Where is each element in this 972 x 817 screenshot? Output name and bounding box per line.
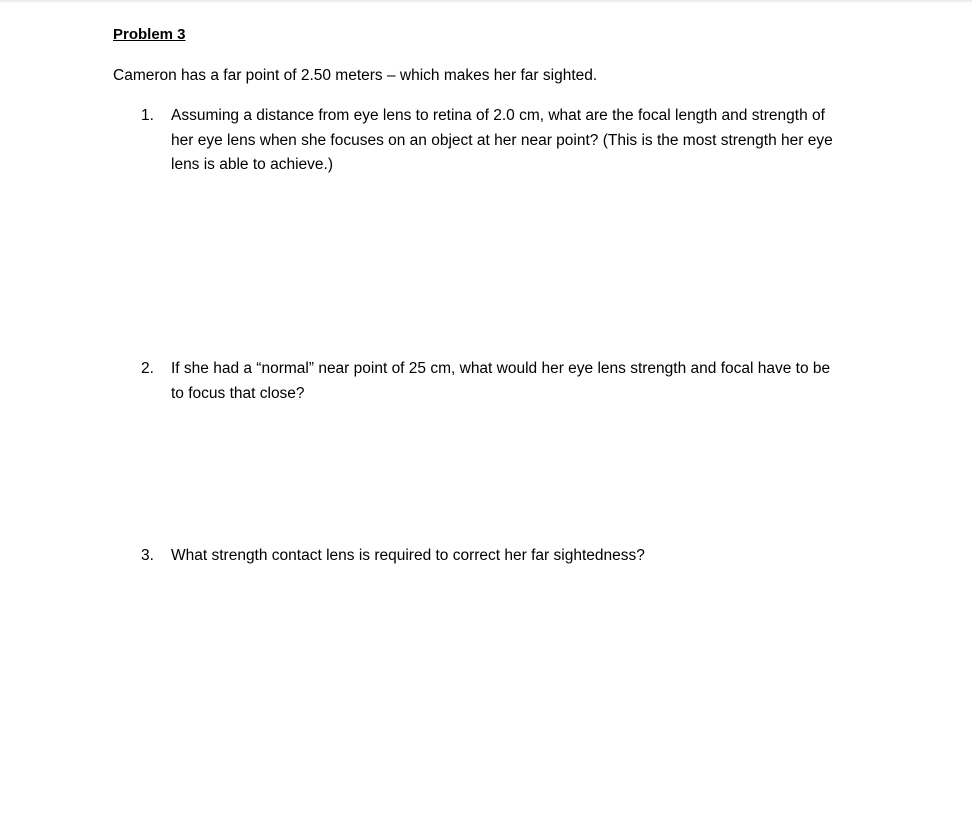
problem-intro: Cameron has a far point of 2.50 meters – which makes her far sighted. — [113, 67, 598, 84]
question-text: Assuming a distance from eye lens to retina of 2.0 cm, what are the focal length and strength of her eye lens when she focuses on an object at her near point? (This is the most strength her eye lens is able to achieve.) — [171, 107, 833, 173]
question-item — [141, 104, 841, 178]
question-item — [141, 544, 841, 569]
question-number: 3. — [141, 547, 154, 564]
question-text: If she had a “normal” near point of 25 cm, what would her eye lens strength and focal have to be to focus that close? — [171, 360, 831, 402]
problem-title: Problem 3 — [113, 26, 186, 43]
question-number: 1. — [141, 107, 154, 124]
question-number: 2. — [141, 360, 154, 377]
question-text: What strength contact lens is required to correct her far sightedness? — [171, 547, 645, 564]
question-item — [141, 357, 841, 406]
page-top-edge — [0, 0, 972, 3]
